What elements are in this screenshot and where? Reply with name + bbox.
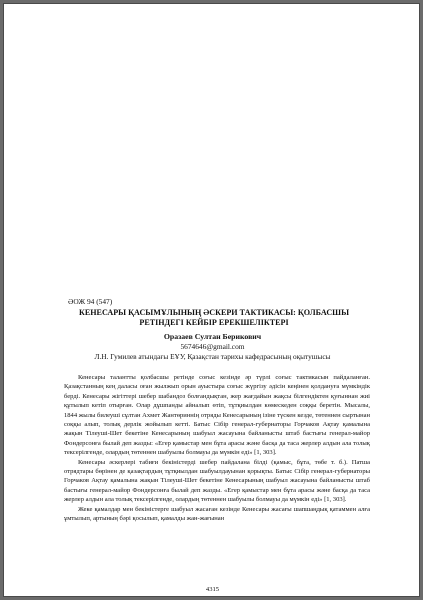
article-body	[64, 373, 370, 524]
body-paragraph: Кенесары талантты қолбасшы ретінде соғыс кезінде әр түрлі соғыс тактикасын пайдаланған. Қазақстанның кең даласы оған жылжып орын ауыстыра соғыс жүргізу әдісін кеңінен қолдануға мүмкіндік берді. Кенесары жігіттері шебер шабандоз болғандықтан, жер жағдайын жақсы білгендіктен қуғыннан жиі құтылып кетіп отырған. Олар дұшпанды айналып өтіп, тұтқиылдан көмескеден соққы беретін. Мысалы, 1844 жылы билеуші сұлтан Ахмет Жантөриннің отряды Кенесарының ізіне түскен кезде, төтеннен сыртынан соққы алып, толық дерлік жойылып кетті. Батыс Сібір генерал-губернаторы Горчаков Ақтау қамалына жақын Тілеуші-Шет бекетіне Кенесарының шабуыл жасауына байланысты штаб бастығы генерал-майор Фондерсонға былай деп жазды: «Егер қамыстар мен бұта арасы және басқа да таса жерлер алдын ала толық тексерілгенде, олардың төтеннен шабуылы болмауы да мүмкін еді» [1, 303].	[64, 374, 370, 457]
article-title: КЕНЕСАРЫ ҚАСЫМҰЛЫНЫҢ ӘСКЕРИ ТАКТИКАСЫ: ҚОЛБАСШЫ РЕТІНДЕГІ КЕЙБІР ЕРЕКШЕЛІКТЕРІ	[78, 308, 350, 327]
author-name: Оразаев Султан Берикович	[163, 332, 262, 341]
body-paragraph: Кенесары әскерлері табиғи бекіністерді шебер пайдалана білді (қамыс, бұта, төбе т. б.). Патша отрядтары бөрінен де қазақтардың тұтқиылдан шабуылдауынан қорықты. Батыс Сібір генерал-губернаторы Горчаков Ақтау қамалына жақын Тілеуші-Шет бекетіне Кенесарының шабуыл жасауына байланысты штаб бастығы генерал-майор Фондерсонға былай деп жазды. «Егер қамыстар мен бұта арасы және басқа да таса жерлер алдын ала толық тексерілгенде, олардың төтеннен шабуылы болмауы да мүмкін еді» [1, 303].	[64, 458, 370, 504]
document-page	[3, 3, 420, 597]
page-number: 4315	[205, 586, 220, 593]
body-paragraph: Жеке қамалдар мен бекіністерге шабуыл жасаған кезінде Кенесары жасағы шапшаңдық қатаммен алға ұмтылып, артының бәрі қосылып, қамалды жан-жағынан	[64, 505, 370, 523]
author-affiliation: Л.Н. Гумилев атындағы ЕҰУ, Қазақстан тарихы кафедрасының оқытушысы	[94, 352, 331, 361]
author-email: 5674646@gmail.com	[180, 342, 245, 351]
udc-code: ӘОЖ 94 (547)	[68, 297, 113, 306]
